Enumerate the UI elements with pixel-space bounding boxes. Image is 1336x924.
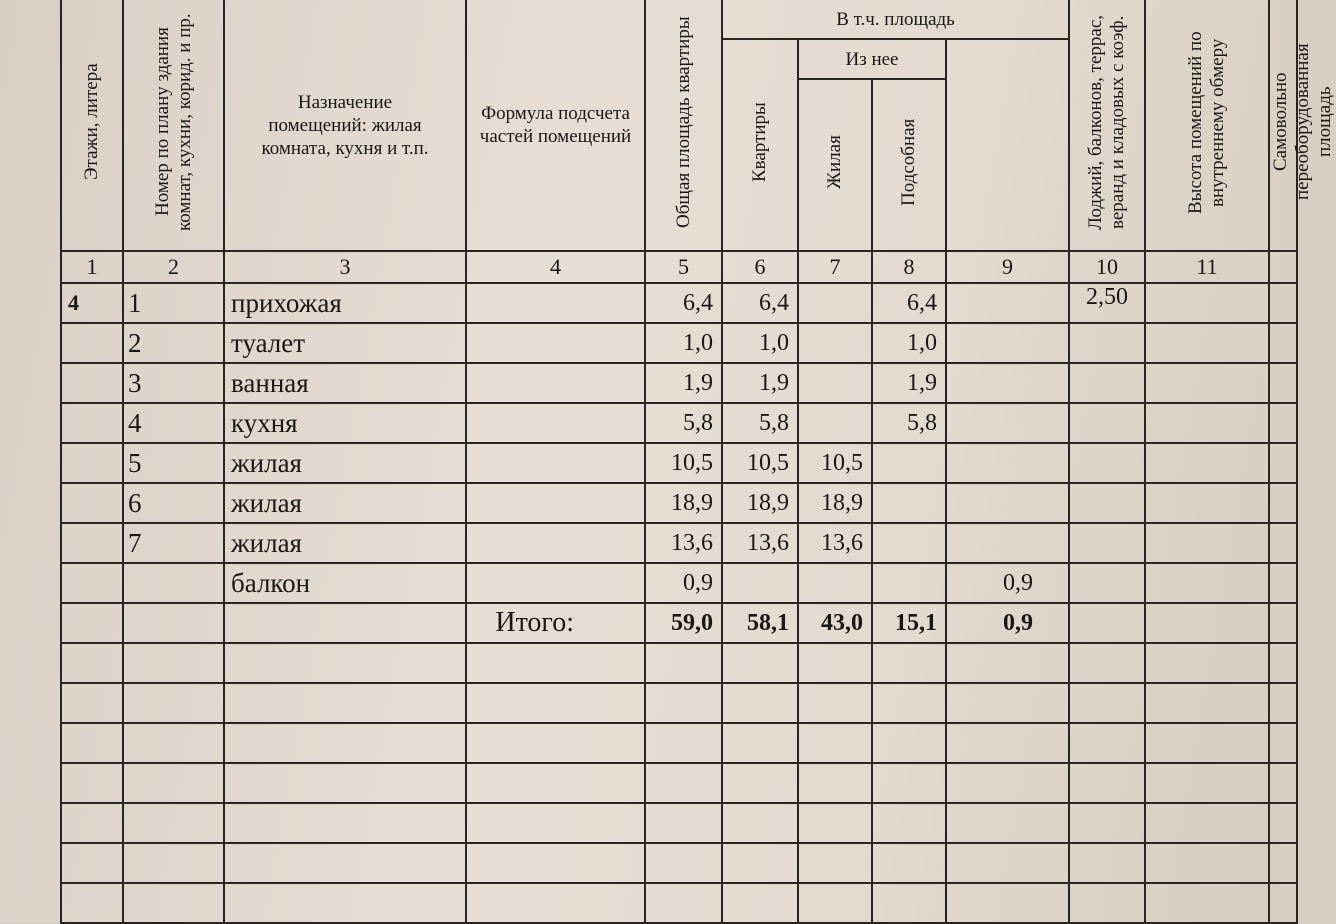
living-area-cell: 18,9 — [798, 483, 872, 523]
total-area-cell: 6,4 — [645, 283, 722, 323]
extra-cell — [1269, 483, 1297, 523]
totals-total-area: 59,0 — [645, 603, 722, 643]
extra-cell — [1269, 403, 1297, 443]
aux-area-cell: 1,0 — [872, 323, 946, 363]
column-number — [1269, 251, 1297, 283]
flat-area-cell: 13,6 — [722, 523, 798, 563]
room-name-cell: ванная — [224, 363, 466, 403]
room-number-cell: 7 — [123, 523, 224, 563]
empty-row — [61, 763, 1297, 803]
table-row — [61, 283, 1297, 323]
column-number: 2 — [123, 251, 224, 283]
empty-row — [61, 723, 1297, 763]
empty-cell — [61, 843, 123, 883]
header-floor: Этажи, литера — [61, 0, 123, 251]
total-area-cell: 1,9 — [645, 363, 722, 403]
unauthorized-cell — [1145, 523, 1269, 563]
floor-cell — [61, 443, 123, 483]
floor-cell — [61, 323, 123, 363]
column-number: 10 — [1069, 251, 1145, 283]
empty-cell — [872, 723, 946, 763]
totals-aux-area: 15,1 — [872, 603, 946, 643]
header-spacer — [946, 39, 1069, 251]
empty-cell — [1145, 883, 1269, 923]
room-number-cell: 4 — [123, 403, 224, 443]
empty-cell — [946, 643, 1069, 683]
empty-cell — [123, 723, 224, 763]
room-number-cell: 1 — [123, 283, 224, 323]
empty-cell — [798, 643, 872, 683]
empty-cell — [872, 763, 946, 803]
empty-cell — [645, 763, 722, 803]
flat-area-cell: 1,9 — [722, 363, 798, 403]
empty-cell — [61, 763, 123, 803]
empty-cell — [466, 843, 645, 883]
room-rows — [61, 283, 1297, 603]
empty-cell — [722, 763, 798, 803]
header-total-area: Общая площадь квартиры — [645, 0, 722, 251]
empty-cell — [224, 683, 466, 723]
empty-cell — [872, 643, 946, 683]
empty-cell — [946, 883, 1069, 923]
formula-cell — [466, 403, 645, 443]
height-cell: 2,50 — [1069, 283, 1145, 323]
empty-cell — [1069, 883, 1145, 923]
extra-cell — [1269, 363, 1297, 403]
empty-cell — [946, 683, 1069, 723]
empty-row — [61, 883, 1297, 923]
total-area-cell: 13,6 — [645, 523, 722, 563]
living-area-cell: 13,6 — [798, 523, 872, 563]
header-group-area: В т.ч. площадь — [722, 0, 1069, 39]
empty-row — [61, 843, 1297, 883]
room-number-cell — [123, 563, 224, 603]
empty-cell — [1269, 643, 1297, 683]
room-name-cell: прихожая — [224, 283, 466, 323]
empty-cell — [1069, 643, 1145, 683]
empty-cell — [224, 763, 466, 803]
totals-balcony-area: 0,9 — [946, 603, 1069, 643]
empty-cell — [1145, 643, 1269, 683]
aux-area-cell — [872, 443, 946, 483]
height-cell — [1069, 363, 1145, 403]
empty-cell — [645, 843, 722, 883]
empty-cell — [645, 803, 722, 843]
flat-area-cell: 5,8 — [722, 403, 798, 443]
aux-area-cell: 5,8 — [872, 403, 946, 443]
empty-cell — [722, 883, 798, 923]
empty-cell — [1069, 683, 1145, 723]
unauthorized-cell — [1145, 483, 1269, 523]
aux-area-cell — [872, 523, 946, 563]
empty-cell — [61, 683, 123, 723]
column-number: 9 — [946, 251, 1069, 283]
header-flat-area: Квартиры — [722, 39, 798, 251]
total-area-cell: 10,5 — [645, 443, 722, 483]
balcony-area-cell — [946, 363, 1069, 403]
empty-cell — [224, 723, 466, 763]
height-cell — [1069, 563, 1145, 603]
empty-cell — [798, 763, 872, 803]
floor-cell — [61, 363, 123, 403]
empty-cell — [722, 723, 798, 763]
flat-area-cell — [722, 563, 798, 603]
empty-cell — [466, 683, 645, 723]
empty-cell — [722, 803, 798, 843]
flat-area-cell: 18,9 — [722, 483, 798, 523]
empty-cell — [1269, 803, 1297, 843]
column-number: 5 — [645, 251, 722, 283]
balcony-area-cell — [946, 323, 1069, 363]
column-number: 8 — [872, 251, 946, 283]
total-area-cell: 1,0 — [645, 323, 722, 363]
extra-cell — [1269, 563, 1297, 603]
empty-cell — [1269, 683, 1297, 723]
header-formula: Формула подсчета частей помещений — [466, 0, 645, 251]
floor-cell — [61, 523, 123, 563]
balcony-area-cell — [946, 483, 1069, 523]
total-area-cell: 0,9 — [645, 563, 722, 603]
room-number-cell: 5 — [123, 443, 224, 483]
height-cell — [1069, 523, 1145, 563]
formula-cell — [466, 363, 645, 403]
table-row — [61, 523, 1297, 563]
empty-cell — [224, 803, 466, 843]
total-area-cell: 5,8 — [645, 403, 722, 443]
empty-cell — [798, 803, 872, 843]
column-number: 3 — [224, 251, 466, 283]
flat-area-cell: 6,4 — [722, 283, 798, 323]
unauthorized-cell — [1145, 563, 1269, 603]
formula-cell — [466, 323, 645, 363]
balcony-area-cell: 0,9 — [946, 563, 1069, 603]
balcony-area-cell — [946, 523, 1069, 563]
aux-area-cell: 1,9 — [872, 363, 946, 403]
empty-cell — [1145, 843, 1269, 883]
empty-cell — [1269, 723, 1297, 763]
header-room-number: Номер по плану здания комнат, кухни, корид. и пр. — [123, 0, 224, 251]
empty-cell — [872, 843, 946, 883]
table-row — [61, 563, 1297, 603]
empty-cell — [61, 723, 123, 763]
column-number-row — [61, 251, 1297, 283]
formula-cell — [466, 523, 645, 563]
header-unauthorized-area: Самовольно переоборудованная площадь — [1269, 0, 1297, 251]
empty-rows — [61, 643, 1297, 923]
header-living-area: Жилая — [798, 79, 872, 251]
room-name-cell: туалет — [224, 323, 466, 363]
empty-cell — [1269, 763, 1297, 803]
room-number-cell: 3 — [123, 363, 224, 403]
empty-cell — [722, 643, 798, 683]
empty-cell — [1069, 803, 1145, 843]
empty-cell — [1269, 843, 1297, 883]
extra-cell — [1269, 523, 1297, 563]
extra-cell — [1269, 283, 1297, 323]
room-name-cell: жилая — [224, 483, 466, 523]
empty-cell — [61, 803, 123, 843]
header-subgroup: Из нее — [798, 39, 946, 79]
header-aux-area: Подсобная — [872, 79, 946, 251]
empty-cell — [798, 723, 872, 763]
floor-cell — [61, 563, 123, 603]
balcony-area-cell — [946, 443, 1069, 483]
floor-cell: 4 — [61, 283, 123, 323]
living-area-cell — [798, 323, 872, 363]
empty-cell — [1269, 883, 1297, 923]
header-height: Высота помещений по внутреннему обмеру — [1145, 0, 1269, 251]
height-cell — [1069, 403, 1145, 443]
balcony-area-cell — [946, 403, 1069, 443]
totals-label: Итого: — [466, 603, 645, 643]
empty-cell — [946, 763, 1069, 803]
empty-cell — [872, 883, 946, 923]
extra-cell — [1269, 443, 1297, 483]
empty-row — [61, 803, 1297, 843]
empty-cell — [1145, 803, 1269, 843]
empty-cell — [946, 843, 1069, 883]
room-number-cell: 2 — [123, 323, 224, 363]
room-name-cell: жилая — [224, 523, 466, 563]
empty-cell — [645, 883, 722, 923]
empty-cell — [1069, 723, 1145, 763]
empty-row — [61, 683, 1297, 723]
flat-area-cell: 10,5 — [722, 443, 798, 483]
height-cell — [1069, 483, 1145, 523]
extra-cell — [1269, 323, 1297, 363]
empty-cell — [1145, 763, 1269, 803]
height-cell — [1069, 443, 1145, 483]
unauthorized-cell — [1145, 443, 1269, 483]
formula-cell — [466, 443, 645, 483]
room-name-cell: балкон — [224, 563, 466, 603]
room-area-table — [60, 0, 1336, 924]
height-cell — [1069, 323, 1145, 363]
empty-cell — [1145, 683, 1269, 723]
column-number: 4 — [466, 251, 645, 283]
unauthorized-cell — [1145, 283, 1269, 323]
room-name-cell: кухня — [224, 403, 466, 443]
unauthorized-cell — [1145, 363, 1269, 403]
living-area-cell — [798, 563, 872, 603]
empty-cell — [645, 723, 722, 763]
totals-flat-area: 58,1 — [722, 603, 798, 643]
column-number: 11 — [1145, 251, 1269, 283]
empty-cell — [123, 843, 224, 883]
empty-cell — [872, 803, 946, 843]
empty-cell — [61, 883, 123, 923]
header-purpose: Назначение помещений: жилая комната, кухня и т.п. — [224, 0, 466, 251]
empty-cell — [123, 763, 224, 803]
empty-cell — [123, 683, 224, 723]
formula-cell — [466, 483, 645, 523]
totals-row — [61, 603, 1297, 643]
floor-cell — [61, 403, 123, 443]
table-row — [61, 483, 1297, 523]
empty-cell — [872, 683, 946, 723]
empty-cell — [466, 803, 645, 843]
empty-cell — [123, 803, 224, 843]
aux-area-cell: 6,4 — [872, 283, 946, 323]
column-number: 1 — [61, 251, 123, 283]
column-number: 7 — [798, 251, 872, 283]
empty-cell — [466, 883, 645, 923]
empty-cell — [1069, 763, 1145, 803]
total-area-cell: 18,9 — [645, 483, 722, 523]
empty-cell — [224, 883, 466, 923]
empty-cell — [224, 643, 466, 683]
formula-cell — [466, 283, 645, 323]
empty-cell — [645, 643, 722, 683]
empty-cell — [946, 723, 1069, 763]
living-area-cell: 10,5 — [798, 443, 872, 483]
empty-cell — [466, 763, 645, 803]
living-area-cell — [798, 283, 872, 323]
empty-cell — [722, 843, 798, 883]
totals-living-area: 43,0 — [798, 603, 872, 643]
unauthorized-cell — [1145, 403, 1269, 443]
table-row — [61, 443, 1297, 483]
table-row — [61, 323, 1297, 363]
flat-area-cell: 1,0 — [722, 323, 798, 363]
empty-row — [61, 643, 1297, 683]
empty-cell — [123, 883, 224, 923]
room-number-cell: 6 — [123, 483, 224, 523]
empty-cell — [1145, 723, 1269, 763]
aux-area-cell — [872, 483, 946, 523]
table-row — [61, 363, 1297, 403]
empty-cell — [798, 683, 872, 723]
empty-cell — [466, 643, 645, 683]
living-area-cell — [798, 403, 872, 443]
aux-area-cell — [872, 563, 946, 603]
header-balcony: Лоджий, балконов, террас, веранд и кладовых с коэф. — [1069, 0, 1145, 251]
empty-cell — [466, 723, 645, 763]
unauthorized-cell — [1145, 323, 1269, 363]
column-number: 6 — [722, 251, 798, 283]
empty-cell — [1069, 843, 1145, 883]
empty-cell — [123, 643, 224, 683]
formula-cell — [466, 563, 645, 603]
empty-cell — [224, 843, 466, 883]
living-area-cell — [798, 363, 872, 403]
empty-cell — [946, 803, 1069, 843]
empty-cell — [61, 643, 123, 683]
empty-cell — [798, 883, 872, 923]
empty-cell — [798, 843, 872, 883]
room-name-cell: жилая — [224, 443, 466, 483]
empty-cell — [722, 683, 798, 723]
floor-cell — [61, 483, 123, 523]
empty-cell — [645, 683, 722, 723]
table-row — [61, 403, 1297, 443]
balcony-area-cell — [946, 283, 1069, 323]
